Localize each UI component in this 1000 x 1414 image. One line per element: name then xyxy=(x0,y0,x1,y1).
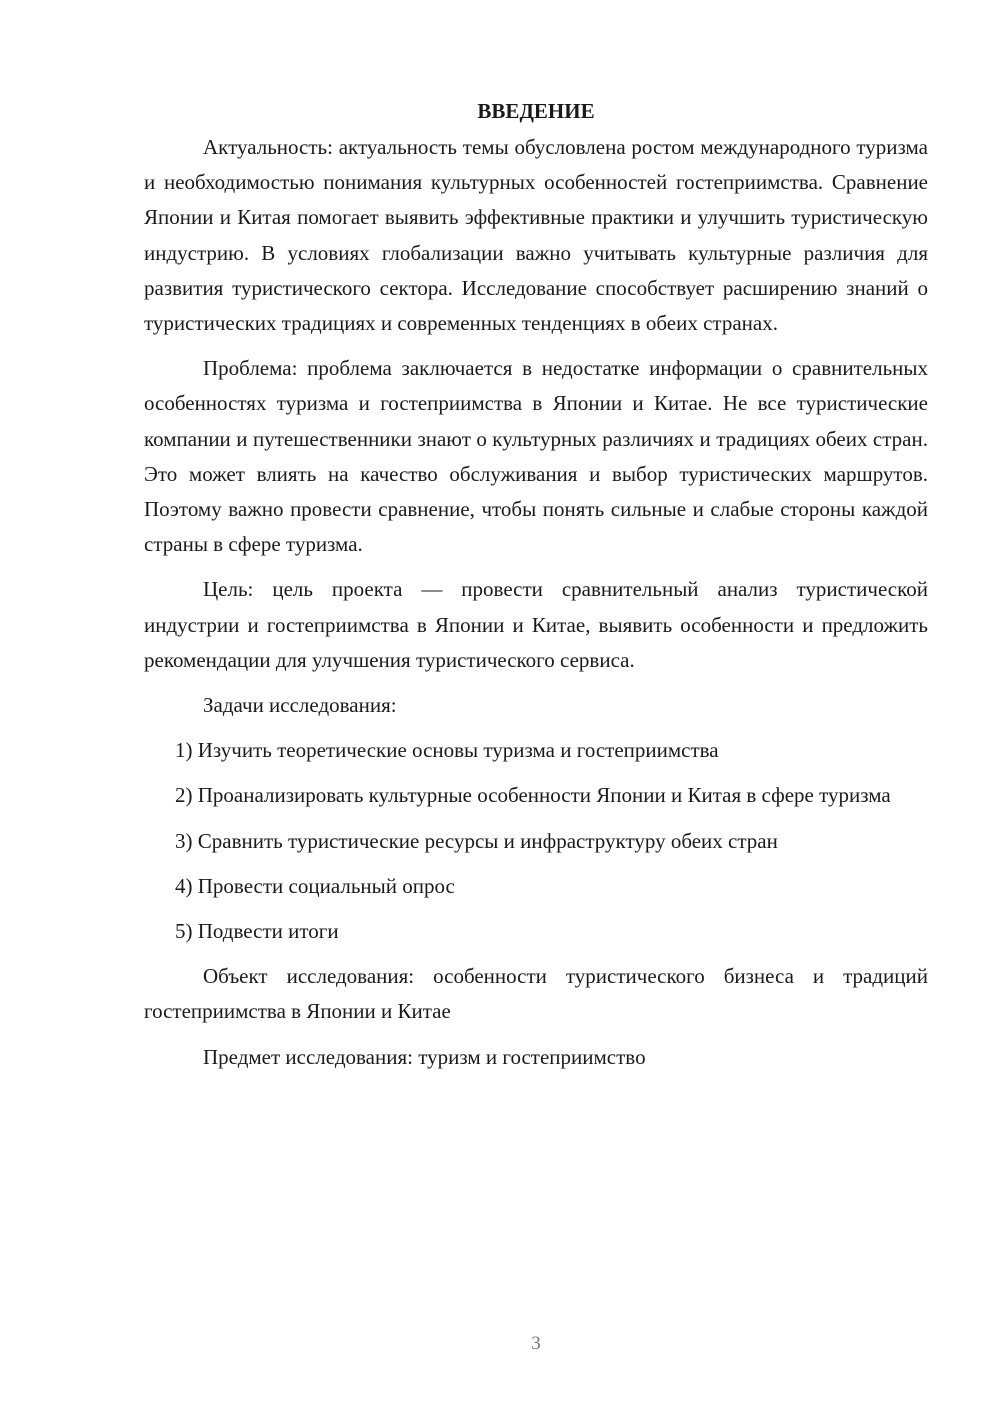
paragraph-problem: Проблема: проблема заключается в недостатке информации о сравнительных особенностях туризма и гостеприимства в Японии и Китае. Не все туристические компании и путешественники знают о культурных различиях и традициях обеих стран. Это может влиять на качество обслуживания и выбор туристических маршрутов. Поэтому важно провести сравнение, чтобы понять сильные и слабые стороны каждой страны в сфере туризма. xyxy=(144,356,928,557)
paragraph-subject: Предмет исследования: туризм и гостеприимство xyxy=(203,1044,646,1069)
task-item-4: 4) Провести социальный опрос xyxy=(175,873,455,898)
tasks-title: Задачи исследования: xyxy=(203,693,397,718)
section-heading: ВВЕДЕНИЕ xyxy=(477,99,595,123)
task-item-3: 3) Сравнить туристические ресурсы и инфраструктуру обеих стран xyxy=(175,828,778,853)
paragraph-object: Объект исследования: особенности туристического бизнеса и традиций гостеприимства в Японии и Китае xyxy=(144,964,928,1024)
page-number: 3 xyxy=(531,1333,541,1354)
task-item-2: 2) Проанализировать культурные особенности Японии и Китая в сфере туризма xyxy=(175,783,891,808)
task-item-1: 1) Изучить теоретические основы туризма и гостеприимства xyxy=(175,738,719,763)
paragraph-goal: Цель: цель проекта — провести сравнительный анализ туристической индустрии и гостеприимства в Японии и Китае, выявить особенности и предложить рекомендации для улучшения туристического сервиса. xyxy=(144,577,928,672)
task-item-5: 5) Подвести итоги xyxy=(175,919,339,944)
paragraph-relevance: Актуальность: актуальность темы обусловлена ростом международного туризма и необходимостью понимания культурных особенностей гостеприимства. Сравнение Японии и Китая помогает выявить эффективные практики и улучшить туристическую индустрию. В условиях глобализации важно учитывать культурные различия для развития туристического сектора. Исследование способствует расширению знаний о туристических традициях и современных тенденциях в обеих странах. xyxy=(144,135,928,336)
document-page xyxy=(144,92,928,1085)
